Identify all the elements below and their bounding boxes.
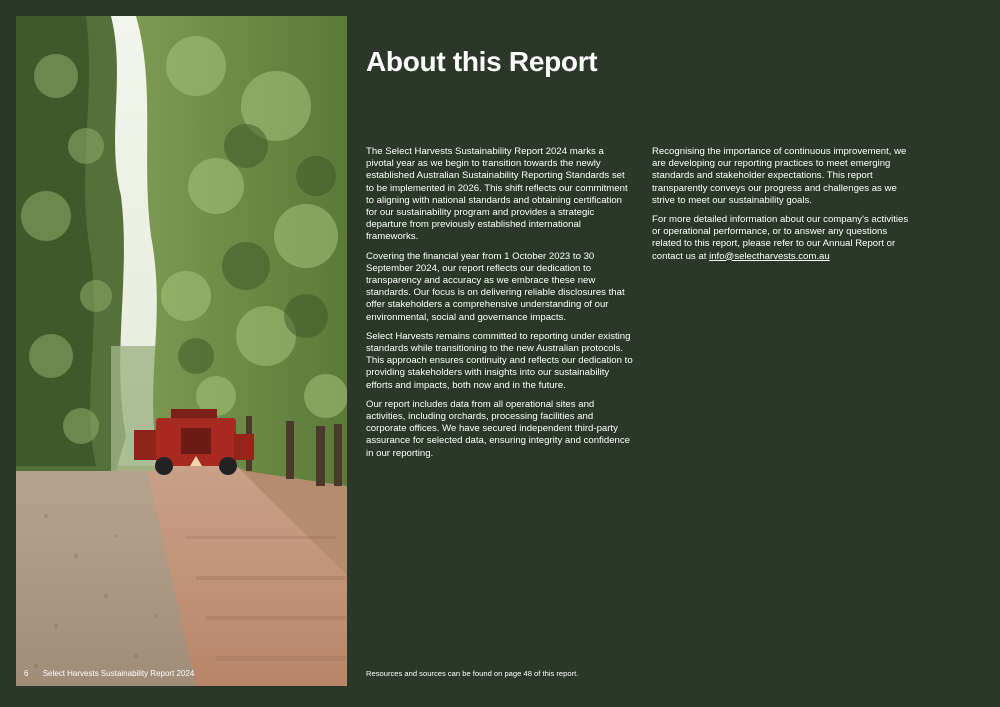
publication-name: Select Harvests Sustainability Report 2024 [42, 669, 195, 678]
paragraph: Our report includes data from all operational sites and activities, including orchards, processing facilities and corporate offices. We have secured independent third-party assurance for selected data, ensuring integrity and confidence in our reporting. [366, 398, 630, 459]
left-text-column [366, 146, 634, 467]
orchard-tractor-image [16, 16, 347, 686]
right-text-column [652, 146, 918, 270]
contact-email-link[interactable]: info@selectharvests.com.au [709, 250, 830, 262]
orchard-photo-illustration [16, 16, 347, 686]
paragraph: Covering the financial year from 1 October 2023 to 30 September 2024, our report reflects our dedication to transparency and accuracy as we embrace these new standards. Our focus is on delivering reliable disclosures that offer stakeholders a comprehensive understanding of our environmental, social and governance impacts. [366, 250, 625, 323]
contact-paragraph [652, 214, 918, 263]
sources-footnote: Resources and sources can be found on page 48 of this report. [366, 669, 579, 678]
page-title: About this Report [366, 46, 598, 77]
paragraph: Recognising the importance of continuous improvement, we are developing our reporting practices to meet emerging standards and stakeholder expectations. This report transparently conveys our progress and challenges as we strive to meet our sustainability goals. [652, 146, 907, 206]
page-footer-left [24, 669, 194, 678]
paragraph: The Select Harvests Sustainability Report 2024 marks a pivotal year as we begin to transition towards the newly established Australian Sustainability Reporting Standards set to be implemented in 2026. This shift reflects our commitment to aligning with national standards and obtaining certification for our sustainability program and provides a strategic departure from previously established international frameworks. [366, 146, 628, 243]
contact-text: For more detailed information about our company's activities or operational performance, or to answer any questions related to this report, please refer to our Annual Report or contact us at [652, 214, 909, 262]
page-number: 6 [24, 669, 29, 678]
paragraph: Select Harvests remains committed to reporting under existing standards while transitioning to the new Australian protocols. This approach ensures continuity and reflects our dedication to providing stakeholders with insights into our sustainability efforts and impacts, both now and in the future. [366, 330, 633, 391]
